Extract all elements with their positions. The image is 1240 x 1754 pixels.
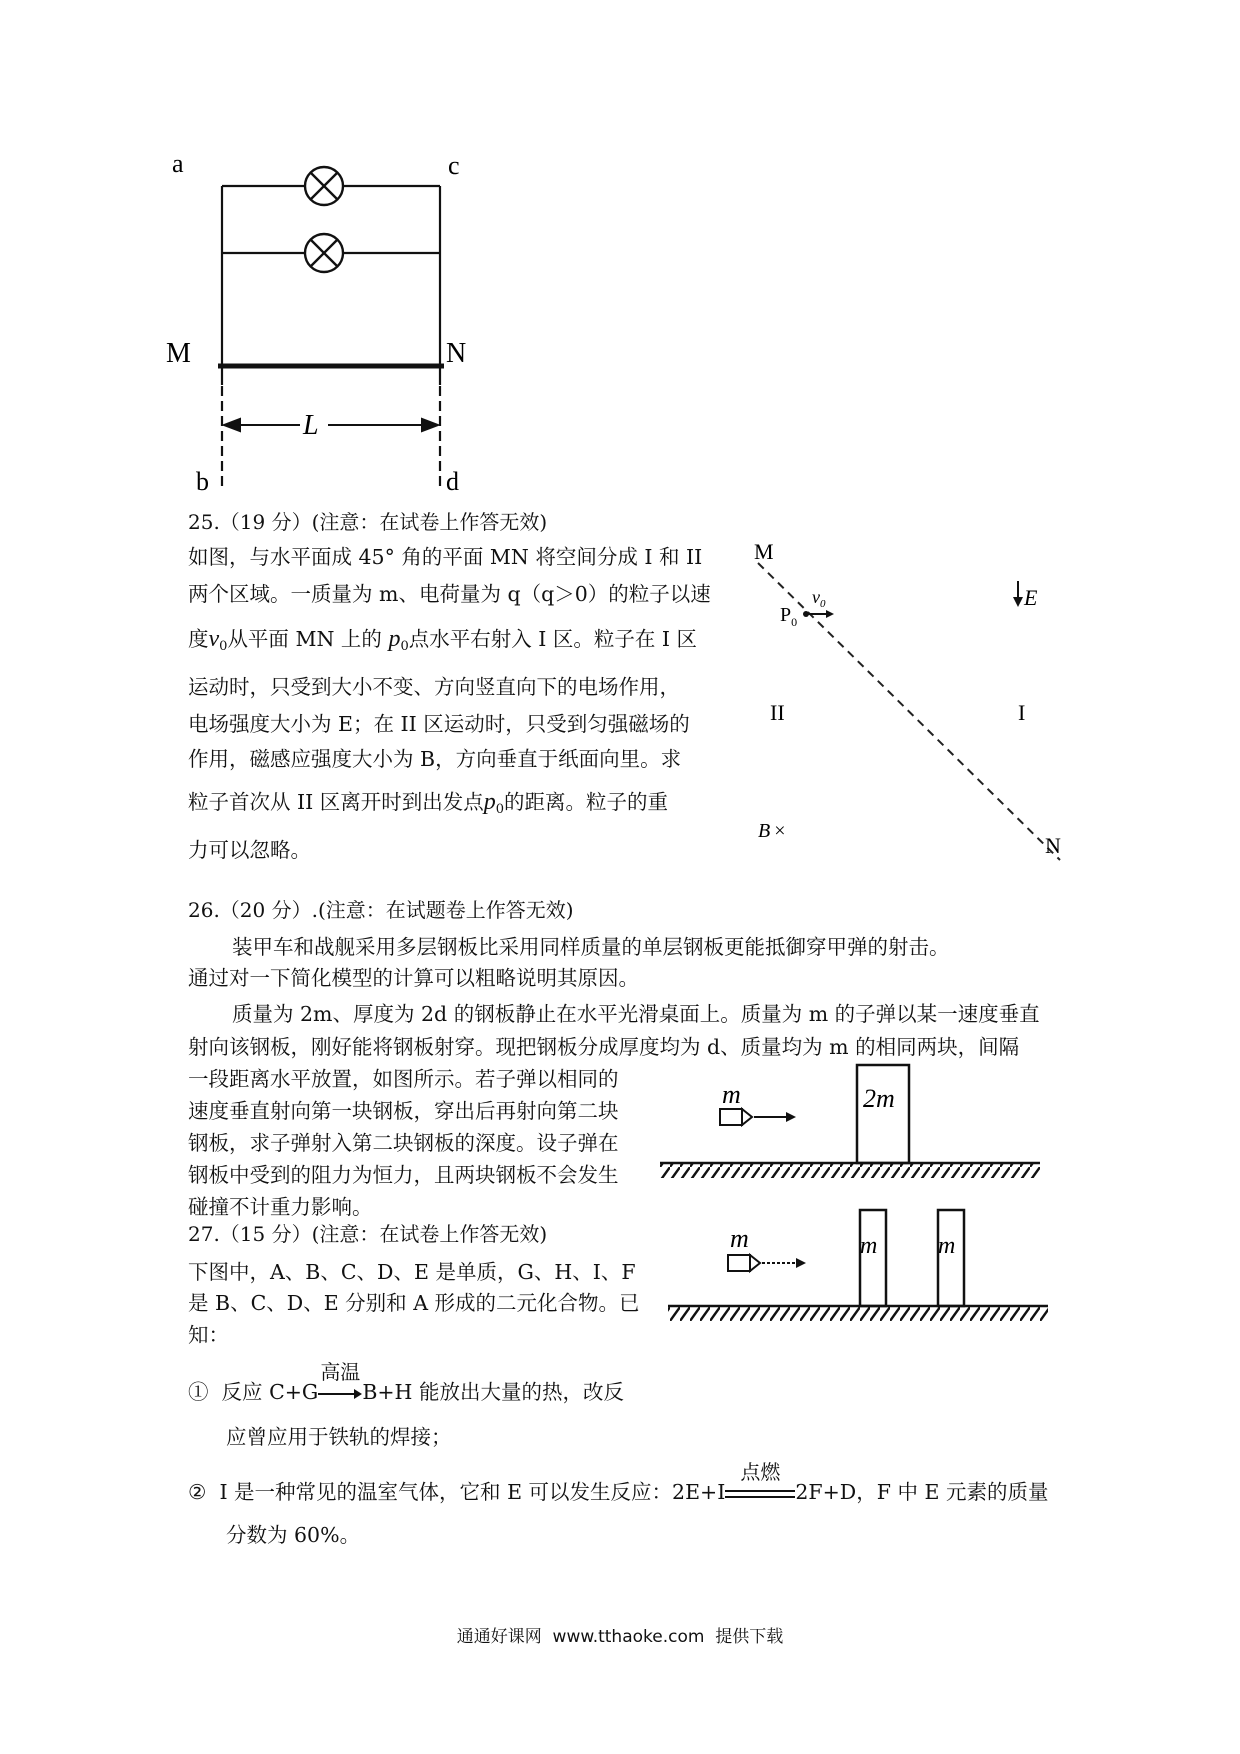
q26-line: 一段距离水平放置，如图所示。若子弹以相同的 [188,1067,619,1091]
arrow-icon [786,1112,796,1122]
q25-line: 度$v_0$从平面 MN 上的 $p_0$点水平右射入 I 区。粒子在 I 区 [188,626,697,654]
q26-line: 钢板，求子弹射入第二块钢板的深度。设子弹在 [188,1131,619,1155]
bullet-icon [728,1255,760,1271]
plane-MN [758,563,1060,860]
equals-sign-icon [725,1488,795,1500]
velocity-arrow-icon [826,610,834,618]
plate-label: 2m [863,1084,895,1113]
field-arrow-icon [1013,597,1023,607]
bullet-icon [720,1109,752,1125]
lamp-icon [305,234,343,272]
label-L: L [303,410,319,441]
q26-line: 装甲车和战舰采用多层钢板比采用同样质量的单层钢板更能抵御穿甲弹的射击。 [232,935,950,959]
q25-line: 电场强度大小为 E；在 II 区运动时，只受到匀强磁场的 [188,712,690,736]
q27-line: 分数为 60%。 [226,1523,361,1547]
label-B: B × [758,820,786,842]
q27-line: 应曾应用于铁轨的焊接； [226,1425,452,1449]
label-M: M [166,338,191,369]
q27-item-2: ② I 是一种常见的温室气体，它和 E 可以发生反应：2E+I 点燃 2F+D，F 中 E 元素的质量 [188,1460,1049,1504]
label-d: d [446,467,459,496]
q26-header: 26.（20 分）.(注意：在试题卷上作答无效) [188,898,574,922]
label-region-I: I [1018,700,1026,725]
bullet-label: m [722,1080,741,1109]
bullet-label: m [730,1224,749,1253]
label-b: b [196,467,209,496]
q26-line: 射向该钢板，刚好能将钢板射穿。现把钢板分成厚度均为 d、质量均为 m 的相同两块，间隔 [188,1035,1020,1059]
q25-line: 作用，磁感应强度大小为 B，方向垂直于纸面向里。求 [188,747,682,771]
label-M: M [754,539,774,564]
q27-header: 27.（15 分）(注意：在试卷上作答无效) [188,1222,548,1246]
q25-line: 力可以忽略。 [188,838,311,862]
q25-header: 25.（19 分）(注意：在试卷上作答无效) [188,510,548,534]
circuit-figure [166,149,480,510]
page-footer: 通通好课网 www.tthaoke.com 提供下载 [456,1627,784,1647]
label-a: a [172,149,184,178]
q26-line: 碰撞不计重力影响。 [188,1195,373,1219]
q26-line: 质量为 2m、厚度为 2d 的钢板静止在水平光滑桌面上。质量为 m 的子弹以某一速度垂直 [232,1002,1040,1026]
q27-line: 下图中，A、B、C、D、E 是单质，G、H、I、F [188,1260,636,1284]
q25-line: 运动时，只受到大小不变、方向竖直向下的电场作用， [188,675,680,699]
label-P0: $P_0$ [780,604,798,629]
q27-item-1: ① 反应 C+G 高温 B+H 能放出大量的热，改反 [188,1360,624,1404]
label-v0: $v_0$ [812,587,826,610]
q25-line: 两个区域。一质量为 m、电荷量为 q（q＞0）的粒子以速 [188,582,711,606]
q26-line: 通过对一下简化模型的计算可以粗略说明其原因。 [188,966,639,990]
table-surface [660,1164,1040,1178]
label-region-II: II [770,700,785,725]
label-c: c [448,151,460,180]
arrow-icon [796,1258,806,1268]
q26-figure [660,1055,1060,1345]
lamp-icon [305,167,343,205]
q27-line: 是 B、C、D、E 分别和 A 形成的二元化合物。已 [188,1291,640,1315]
q25-line: 粒子首次从 II 区离开时到出发点$p_0$的距离。粒子的重 [188,789,669,817]
q26-line: 钢板中受到的阻力为恒力，且两块钢板不会发生 [188,1163,619,1187]
q27-line: 知： [188,1323,229,1347]
plate-label: m [860,1233,878,1259]
q25-figure [740,535,1080,870]
label-N: N [1045,833,1061,858]
label-N: N [446,338,467,369]
reaction-arrow-icon [318,1387,362,1401]
steel-plate-2m [857,1065,909,1163]
q25-line: 如图，与水平面成 45° 角的平面 MN 将空间分成 I 和 II [188,545,703,569]
plate-label: m [938,1233,956,1259]
label-E: E [1024,585,1038,610]
q26-line: 速度垂直射向第一块钢板，穿出后再射向第二块 [188,1099,619,1123]
table-surface [668,1307,1048,1321]
